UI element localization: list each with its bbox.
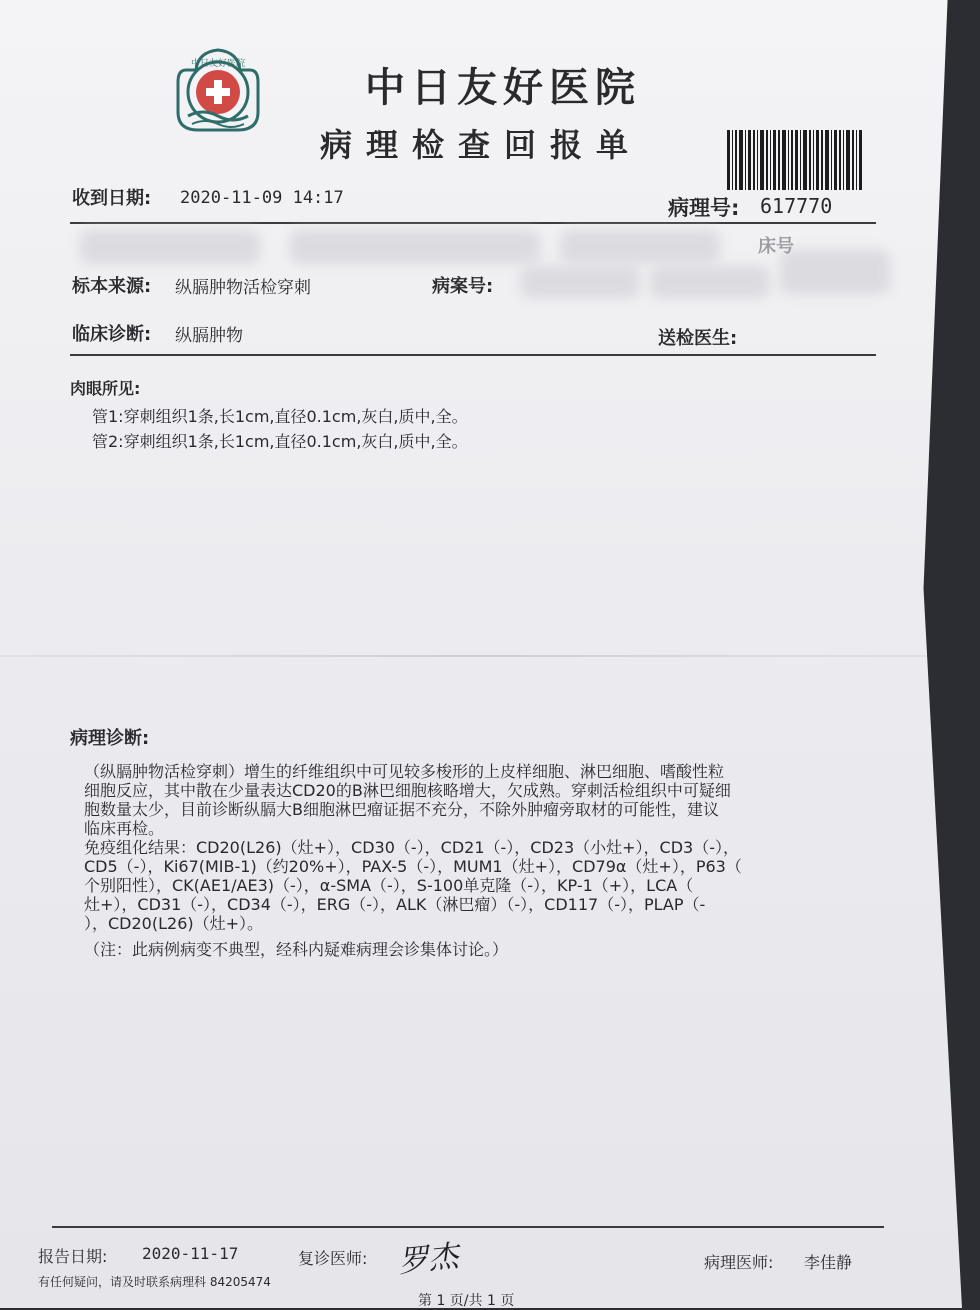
hospital-logo: [168, 42, 268, 142]
clinical-diagnosis-label: 临床诊断:: [72, 324, 152, 345]
paper-fold: [0, 655, 962, 657]
diagnosis-line: CD5（-），Ki67(MIB-1)（约20%+），PAX-5（-），MUM1（灶+），CD79α（灶+），P63（: [84, 857, 742, 876]
gross-findings-line: 管1:穿刺组织1条,长1cm,直径0.1cm,灰白,质中,全。: [92, 407, 468, 426]
report-date-label: 报告日期:: [38, 1247, 108, 1266]
diagnosis-line: 细胞反应，其中散在少量表达CD20的B淋巴细胞核略增大，欠成熟。穿刺活检组织中可疑细: [84, 781, 731, 800]
diagnosis-line: ），CD20(L26)（灶+）。: [84, 914, 264, 933]
case-number-label: 病案号:: [432, 276, 494, 297]
diagnosis-line: 灶+），CD31（-），CD34（-），ERG（-），ALK（淋巴瘤）（-），CD117（-），PLAP（-: [84, 895, 706, 914]
bed-number-label: 床号: [758, 236, 794, 257]
barcode: [727, 130, 862, 190]
redacted-block: [650, 266, 770, 298]
diagnosis-line: 胞数量太少，目前诊断纵膈大B细胞淋巴瘤证据不充分，不除外肿瘤旁取材的可能性，建议: [84, 800, 719, 819]
hospital-name: 中日友好医院: [365, 64, 641, 111]
pathology-number-label: 病理号:: [668, 196, 740, 220]
header-rule-top: [70, 222, 876, 224]
logo-text: 中日友好医院: [190, 59, 246, 69]
clinical-diagnosis-value: 纵膈肿物: [175, 326, 243, 346]
received-date-value: 2020-11-09 14:17: [180, 188, 344, 208]
footer-rule: [52, 1226, 884, 1228]
redacted-block: [560, 230, 720, 264]
diagnosis-line: 个别阳性），CK(AE1/AE3)（-），α-SMA（-），S-100单克隆（-），KP-1（+），LCA（: [84, 876, 694, 895]
received-date-label: 收到日期:: [72, 188, 152, 209]
gross-findings-line: 管2:穿刺组织1条,长1cm,直径0.1cm,灰白,质中,全。: [92, 432, 468, 451]
review-doctor-label: 复诊医师:: [298, 1249, 368, 1268]
pathologist-name: 李佳静: [804, 1253, 853, 1272]
header-rule-bottom: [70, 354, 876, 356]
review-doctor-signature: 罗杰: [396, 1238, 461, 1281]
diagnosis-note: （注：此病例病变不典型，经科内疑难病理会诊集体讨论。）: [84, 940, 509, 959]
diagnosis-line: （纵膈肿物活检穿刺）增生的纤维组织中可见较多梭形的上皮样细胞、淋巴细胞、嗜酸性粒: [84, 762, 725, 781]
specimen-source-label: 标本来源:: [72, 276, 152, 297]
redacted-block: [780, 250, 890, 294]
referring-doctor-label: 送检医生:: [658, 328, 738, 349]
redacted-block: [80, 230, 260, 264]
report-title: 病理检查回报单: [320, 126, 643, 164]
specimen-source-value: 纵膈肿物活检穿刺: [175, 278, 311, 298]
contact-note: 有任何疑问，请及时联系病理科 84205474: [38, 1275, 271, 1289]
diagnosis-line: 临床再检。: [84, 819, 165, 838]
report-date-value: 2020-11-17: [142, 1244, 239, 1263]
pathology-number-value: 617770: [760, 194, 833, 218]
redacted-block: [290, 230, 540, 264]
page-indicator: 第 1 页/共 1 页: [418, 1293, 515, 1309]
diagnosis-line: 免疫组化结果：CD20(L26)（灶+），CD30（-），CD21（-），CD23（小灶+），CD3（-），: [84, 838, 739, 857]
pathologist-label: 病理医师:: [704, 1253, 774, 1272]
gross-findings-heading: 肉眼所见:: [70, 379, 141, 398]
pathology-diagnosis-heading: 病理诊断:: [70, 728, 150, 749]
redacted-block: [520, 266, 640, 298]
